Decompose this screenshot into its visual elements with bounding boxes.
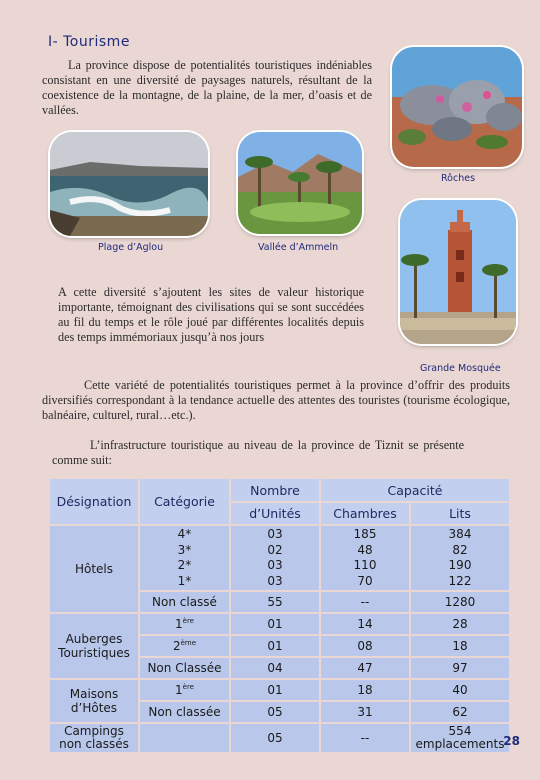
hotel-units [231, 526, 319, 590]
cell: non classés [59, 737, 129, 751]
cell: 1 [175, 617, 183, 631]
cell: 2* [177, 558, 192, 572]
cell: 02 [267, 542, 283, 557]
cell: 62 [411, 702, 509, 722]
cell: 3* [177, 542, 192, 557]
cell: 03 [267, 573, 283, 588]
cell: ère [182, 617, 194, 625]
hotel-rooms [321, 526, 409, 590]
history-paragraph: A cette diversité s’ajoutent les sites de valeur historique importante, témoignant des civilisations qui se sont succédées au fil du temps et le rôle joué par différentes localités depuis des temps immémoriaux jusqu’à nos jours [58, 285, 364, 344]
cell [140, 680, 229, 700]
group-campings [50, 724, 138, 752]
cell: 04 [231, 658, 319, 678]
cell: ème [180, 639, 197, 647]
section-title: I- Tourisme [48, 34, 130, 50]
cell: 55 [231, 592, 319, 612]
cell: d’Hôtes [70, 701, 118, 715]
cell: 554 [448, 724, 472, 738]
cell: -- [321, 592, 409, 612]
header-categorie: Catégorie [140, 479, 229, 524]
cell: 05 [231, 702, 319, 722]
roches-photo [392, 47, 522, 167]
cell: 03 [267, 558, 283, 572]
cell: 70 [357, 573, 373, 588]
cell: 384 [448, 527, 472, 541]
cell: 40 [411, 680, 509, 700]
cell [140, 636, 229, 656]
group-hotels: Hôtels [50, 526, 138, 612]
cell: 31 [321, 702, 409, 722]
header-designation: Désignation [50, 479, 138, 524]
cell: 03 [267, 527, 283, 541]
cell: 01 [231, 680, 319, 700]
cell: 08 [321, 636, 409, 656]
cell [140, 614, 229, 634]
cell: 14 [321, 614, 409, 634]
cell: 01 [231, 614, 319, 634]
cell: Campings [64, 724, 124, 738]
cell: 97 [411, 658, 509, 678]
cell [411, 724, 509, 752]
cell: Non classé [140, 592, 229, 612]
infrastructure-paragraph: L’infrastructure touristique au niveau de la province de Tiznit se présente comme suit: [52, 438, 464, 467]
cell [140, 724, 229, 752]
header-nombre: Nombre [231, 479, 319, 501]
cell: 122 [448, 573, 472, 588]
cell: 110 [353, 558, 377, 572]
cell: 1 [175, 683, 183, 697]
table-row [50, 724, 509, 752]
page-number: 28 [503, 734, 520, 748]
vallee-photo [238, 132, 362, 234]
cell: -- [321, 724, 409, 752]
cell: 1* [177, 573, 192, 588]
header-chambres: Chambres [321, 503, 409, 524]
hotel-beds [411, 526, 509, 590]
cell: Non Classée [140, 658, 229, 678]
cell: 01 [231, 636, 319, 656]
table-row [50, 614, 509, 634]
plage-photo [50, 132, 208, 236]
cell: Touristiques [58, 646, 130, 660]
mosquee-caption: Grande Mosquée [420, 363, 501, 374]
infrastructure-table [48, 477, 511, 754]
cell: Non classée [140, 702, 229, 722]
cell: emplacements [415, 737, 505, 751]
cell: 28 [411, 614, 509, 634]
cell: 4* [177, 527, 192, 541]
intro-paragraph: La province dispose de potentialités touristiques indéniables consistant en une diversité de paysages naturels, résultant de la coexistence de la montagne, de la plaine, de la mer, d’oasis et de vallées. [42, 58, 372, 117]
vallee-caption: Vallée d’Ammeln [258, 242, 339, 253]
cell: ère [182, 683, 194, 691]
cell: 47 [321, 658, 409, 678]
header-lits: Lits [411, 503, 509, 524]
header-capacite: Capacité [321, 479, 509, 501]
cell: 18 [321, 680, 409, 700]
cell: Auberges [65, 632, 123, 646]
cell: 2 [172, 639, 181, 653]
products-paragraph: Cette variété de potentialités touristiques permet à la province d’offrir des produits diversifiés correspondant à la tendance actuelle des attentes des touristes (tourisme écologique, balnéaire, culturel, rural…etc.). [42, 378, 510, 422]
roches-caption: Rôches [441, 173, 476, 184]
mosquee-photo [400, 200, 516, 344]
plage-caption: Plage d’Aglou [98, 242, 164, 253]
group-maisons [50, 680, 138, 722]
cell: 05 [231, 724, 319, 752]
cell: 82 [452, 542, 468, 557]
cell: 48 [357, 542, 373, 557]
cell: 190 [448, 558, 472, 572]
table-row [50, 680, 509, 700]
hotel-categories [140, 526, 229, 590]
header-unites: d’Unités [231, 503, 319, 524]
cell: Maisons [69, 687, 119, 701]
cell: 1280 [411, 592, 509, 612]
group-auberges [50, 614, 138, 678]
cell: 18 [411, 636, 509, 656]
cell: 185 [353, 527, 377, 541]
